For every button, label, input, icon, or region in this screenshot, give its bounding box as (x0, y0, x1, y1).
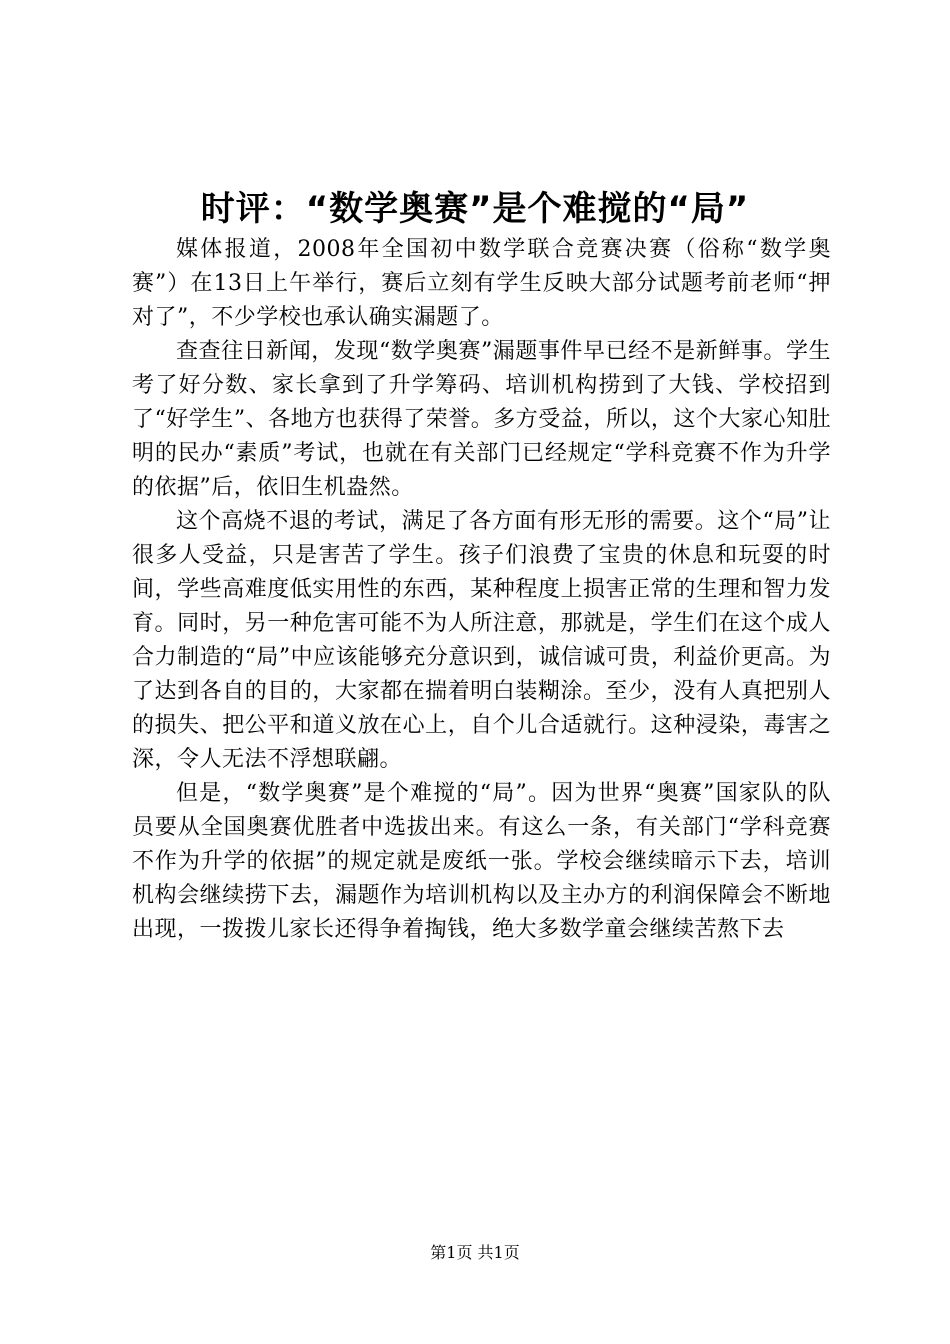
paragraph-3: 这个高烧不退的考试，满足了各方面有形无形的需要。这个“局”让很多人受益，只是害苦了学生。孩子们浪费了宝贵的休息和玩耍的时间，学些高难度低实用性的东西，某种程度上损害正常的生理和智力发育。同时，另一种危害可能不为人所注意，那就是，学生们在这个成人合力制造的“局”中应该能够充分意识到，诚信诚可贵，利益价更高。为了达到各自的目的，大家都在揣着明白装糊涂。至少，没有人真把别人的损失、把公平和道义放在心上，自个儿合适就行。这种浸染，毒害之深，令人无法不浮想联翩。 (132, 509, 831, 772)
paragraph-4: 但是，“数学奥赛”是个难搅的“局”。因为世界“奥赛”国家队的队员要从全国奥赛优胜者中选拔出来。有这么一条，有关部门“学科竞赛不作为升学的依据”的规定就是废纸一张。学校会继续暗示下去，培训机构会继续捞下去，漏题作为培训机构以及主办方的利润保障会不断地出现，一拨拨儿家长还得争着掏钱，绝大多数学童会继续苦熬下去 (132, 781, 831, 942)
article-body (132, 233, 831, 947)
paragraph-2: 查查往日新闻，发现“数学奥赛”漏题事件早已经不是新鲜事。学生考了好分数、家长拿到了升学筹码、培训机构捞到了大钱、学校招到了“好学生”、各地方也获得了荣誉。多方受益，所以，这个大家心知肚明的民办“素质”考试，也就在有关部门已经规定“学科竞赛不作为升学的依据”后，依旧生机盎然。 (132, 339, 831, 500)
page-footer: 第1页 共1页 (430, 1243, 520, 1262)
article-title: 时评：“数学奥赛”是个难搅的“局” (200, 189, 750, 229)
paragraph-1: 媒体报道，2008年全国初中数学联合竞赛决赛（俗称“数学奥赛”）在13日上午举行，赛后立刻有学生反映大部分试题考前老师“押对了”，不少学校也承认确实漏题了。 (132, 237, 831, 330)
